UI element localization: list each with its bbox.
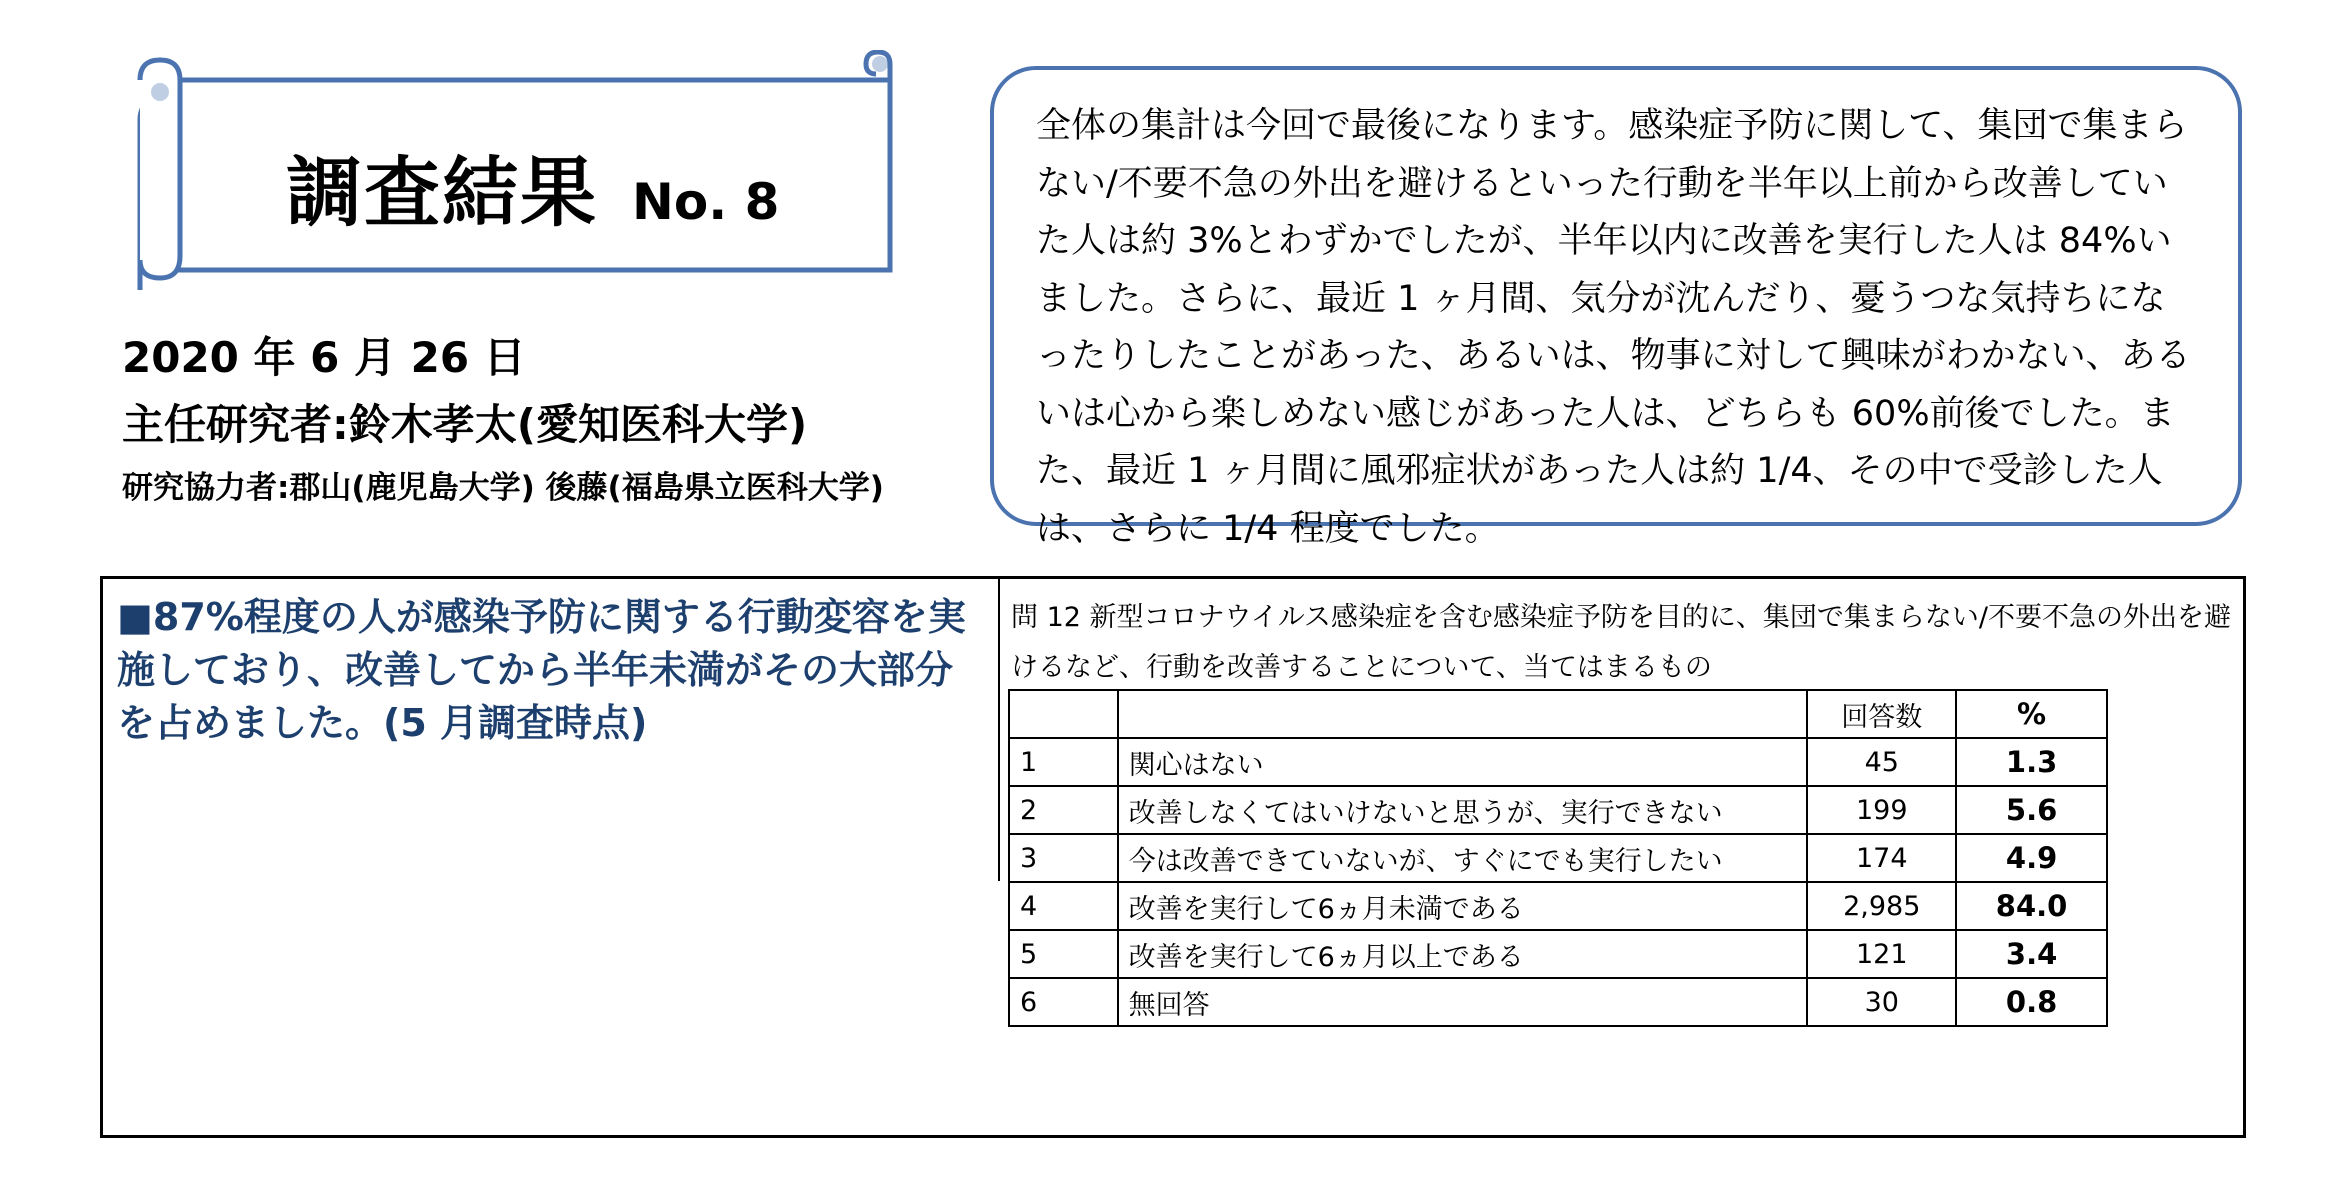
summary-text: 全体の集計は今回で最後になります。感染症予防に関して、集団で集まらない/不要不急の外出を避けるといった行動を半年以上前から改善していた人は約 3%とわずかでしたが、半年以内に改善を実行した人は 84%いました。さらに、最近 1 ヶ月間、気分が沈んだり、憂うつな気持ちになったりしたことがあった、あるいは、物事に対して興味がわかない、あるいは心から楽しめない感じがあった人は、どちらも 60%前後でした。また、最近 1 ヶ月間に風邪症状があった人は約 1/4、その中で受診した人は、さらに 1/4 程度でした。 (1036, 106, 2191, 549)
row-count: 174 (1807, 834, 1956, 882)
row-label: 関心はない (1118, 738, 1808, 786)
row-count: 2,985 (1807, 882, 1956, 930)
header-label (1118, 690, 1808, 738)
section-divider (998, 579, 1000, 881)
row-no: 1 (1009, 738, 1118, 786)
row-percent: 4.9 (1956, 834, 2107, 882)
row-no: 3 (1009, 834, 1118, 882)
header-percent: % (1956, 690, 2107, 738)
row-label: 改善しなくてはいけないと思うが、実行できない (1118, 786, 1808, 834)
results-table (1008, 689, 2108, 1027)
title-banner (120, 50, 920, 290)
table-row (1009, 738, 2107, 786)
row-count: 199 (1807, 786, 1956, 834)
table-header-row (1009, 690, 2107, 738)
row-label: 今は改善できていないが、すぐにでも実行したい (1118, 834, 1808, 882)
header-count: 回答数 (1807, 690, 1956, 738)
collaborators: 研究協力者:郡山(鹿児島大学) 後藤(福島県立医科大学) (122, 470, 884, 506)
row-label: 改善を実行して6ヵ月以上である (1118, 930, 1808, 978)
row-label: 無回答 (1118, 978, 1808, 1026)
summary-box (990, 66, 2242, 549)
banner-title-group (286, 132, 886, 242)
row-percent: 5.6 (1956, 786, 2107, 834)
section-headline: ■87%程度の人が感染予防に関する行動変容を実施しており、改善してから半年未満がその大部分を占めました。(5 月調査時点) (117, 595, 966, 745)
row-percent: 1.3 (1956, 738, 2107, 786)
table-row (1009, 978, 2107, 1026)
row-no: 5 (1009, 930, 1118, 978)
table-row (1009, 834, 2107, 882)
table-row (1009, 882, 2107, 930)
row-count: 45 (1807, 738, 1956, 786)
question-text: 問 12 新型コロナウイルス感染症を含む感染症予防を目的に、集団で集まらない/不要不急の外出を避けるなど、行動を改善することについて、当てはまるもの (1011, 602, 2231, 683)
row-percent: 3.4 (1956, 930, 2107, 978)
header-no (1009, 690, 1118, 738)
row-no: 6 (1009, 978, 1118, 1026)
row-no: 2 (1009, 786, 1118, 834)
table-row (1009, 930, 2107, 978)
page-title: 調査結果 (286, 148, 598, 237)
row-no: 4 (1009, 882, 1118, 930)
row-count: 30 (1807, 978, 1956, 1026)
row-percent: 0.8 (1956, 978, 2107, 1026)
row-percent: 84.0 (1956, 882, 2107, 930)
principal-investigator: 主任研究者:鈴木孝太(愛知医科大学) (122, 400, 808, 449)
table-row (1009, 786, 2107, 834)
row-label: 改善を実行して6ヵ月未満である (1118, 882, 1808, 930)
results-section (100, 576, 2246, 1138)
issue-number: No. 8 (632, 173, 780, 231)
report-date: 2020 年 6 月 26 日 (122, 333, 526, 382)
row-count: 121 (1807, 930, 1956, 978)
